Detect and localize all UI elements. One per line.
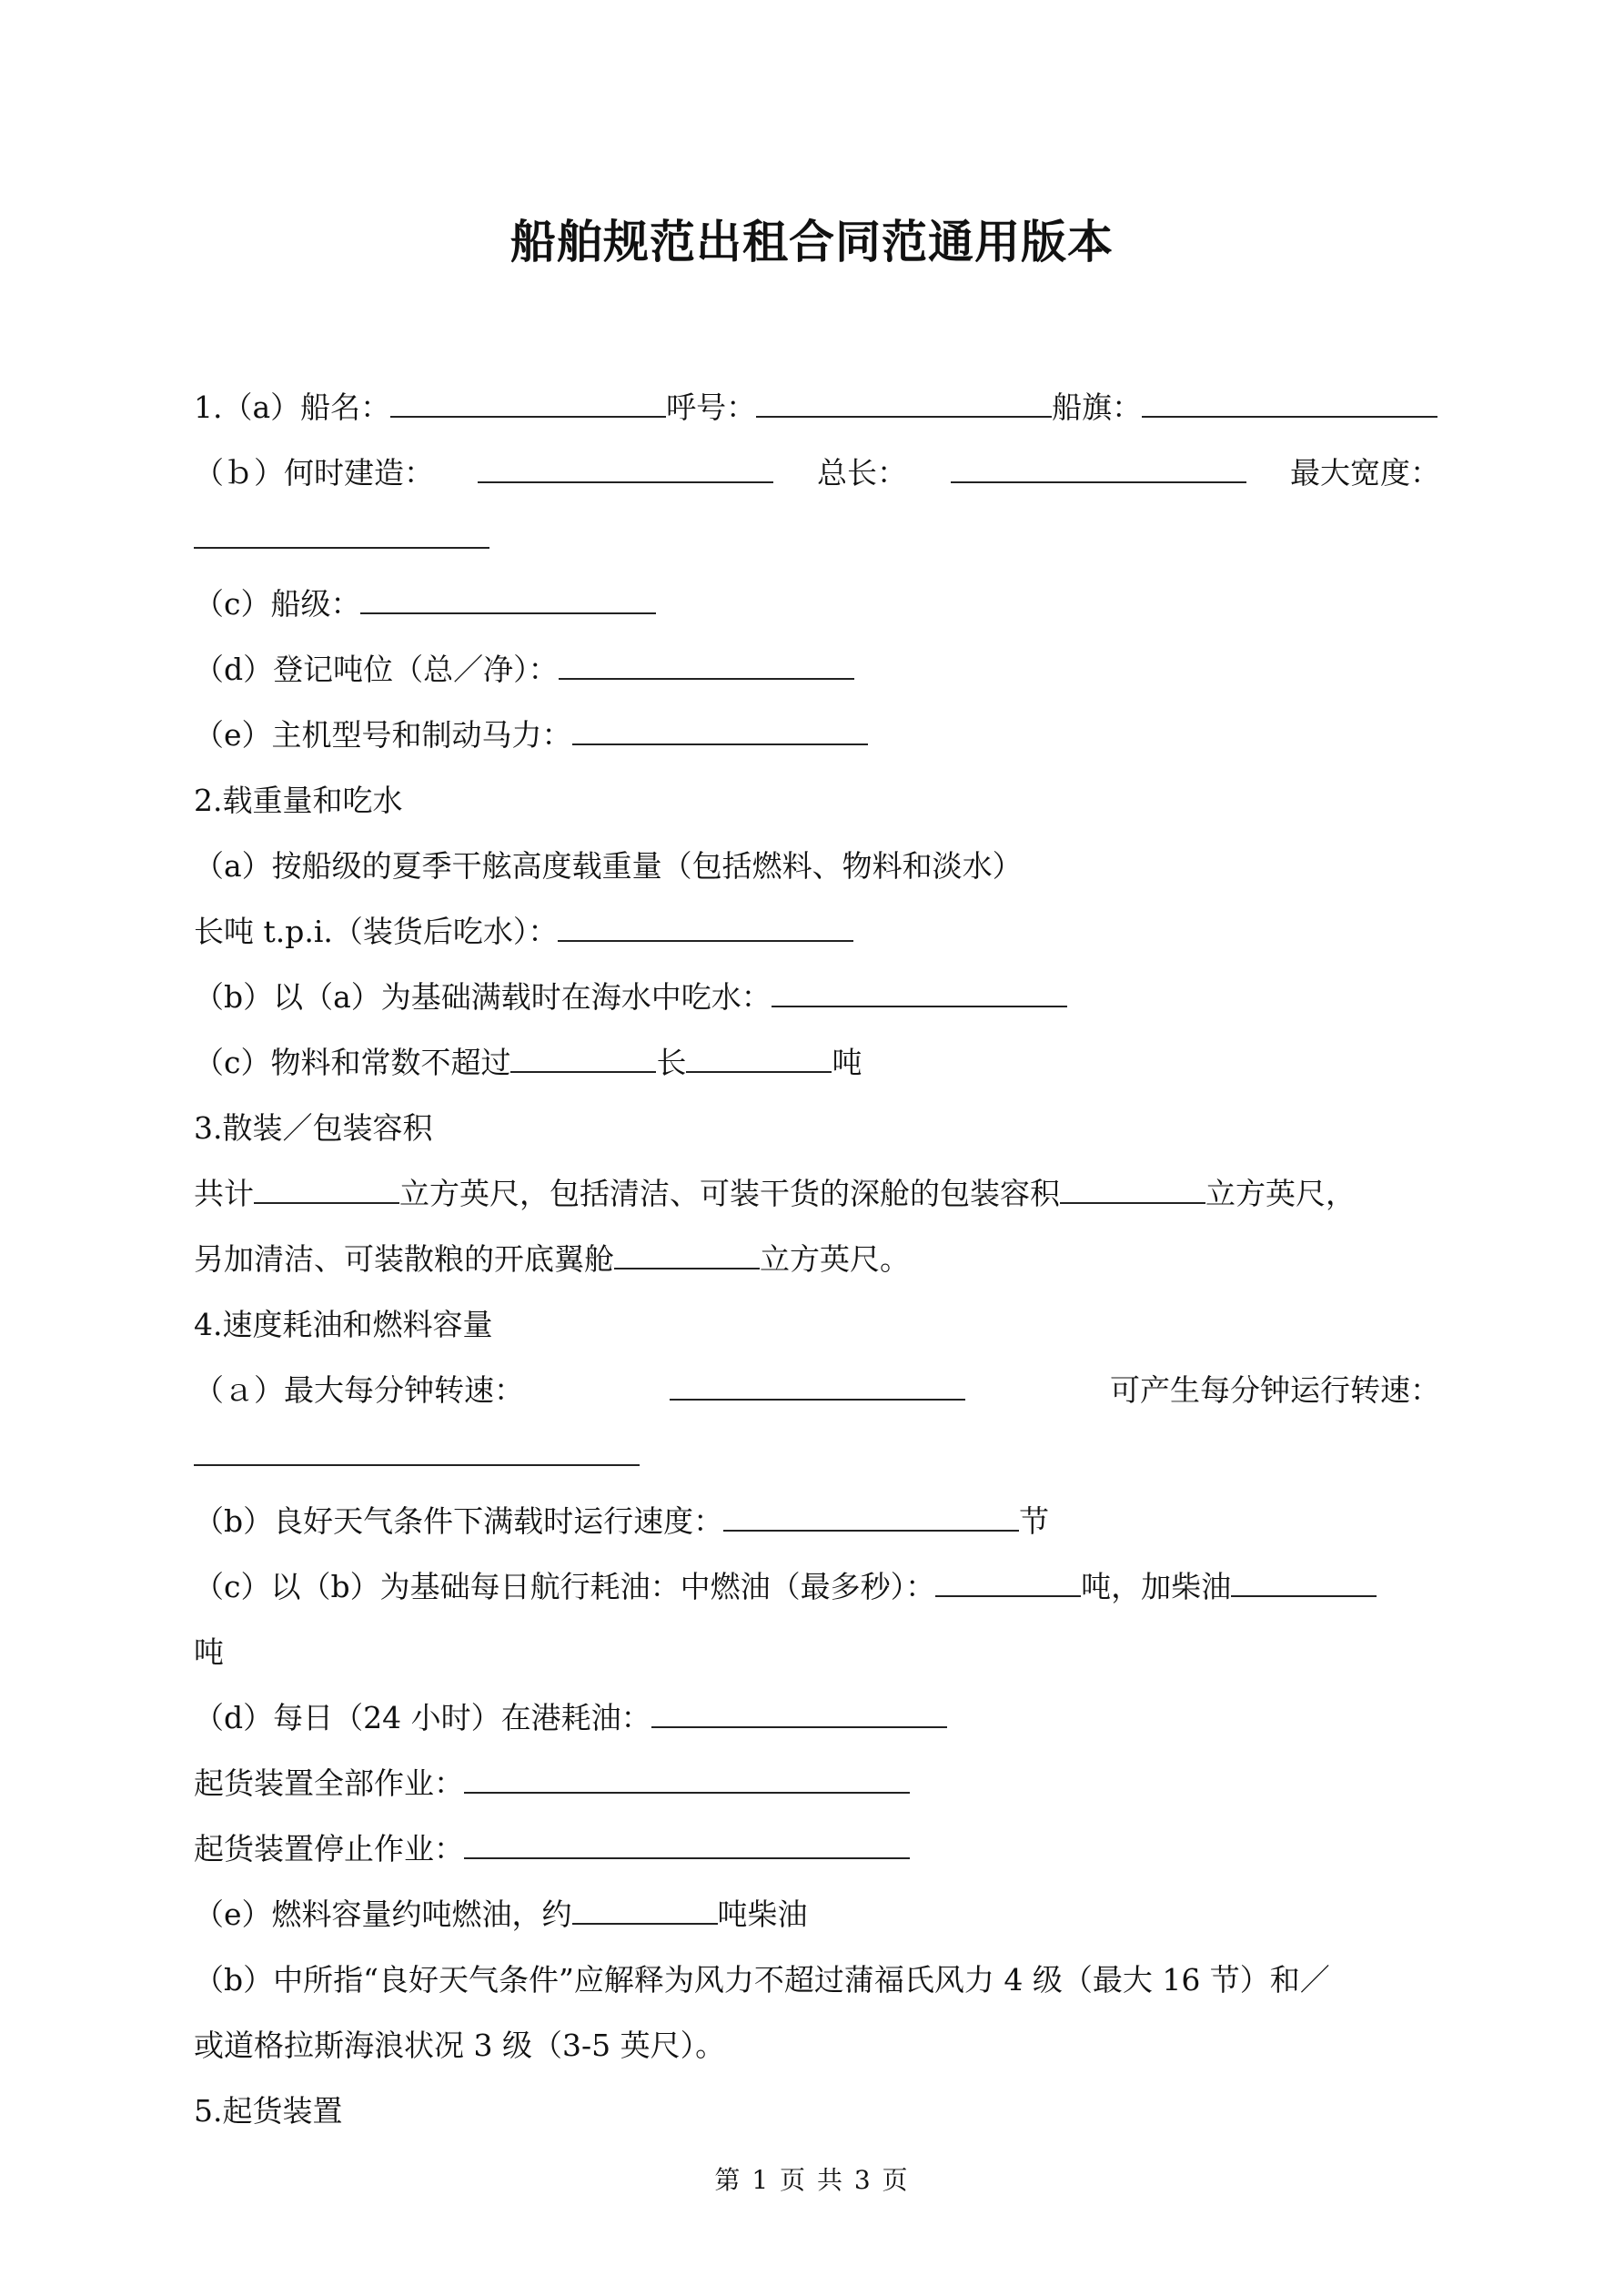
- line-1c: [194, 584, 1440, 624]
- line-4c-cont: [194, 1633, 1440, 1673]
- document-title: 船舶规范出租合同范通用版本: [510, 216, 1114, 268]
- label-stores: （c）物料和常数不超过: [194, 1045, 511, 1080]
- blank-diesel[interactable]: [1231, 1570, 1377, 1597]
- label-cuft-end: 立方英尺。: [760, 1241, 910, 1277]
- blank-tonnage[interactable]: [559, 652, 854, 680]
- line-4d: [194, 1698, 1440, 1738]
- line-1b-cont: [194, 519, 1440, 559]
- label-knots: 节: [1019, 1503, 1050, 1539]
- blank-flag[interactable]: [1142, 390, 1437, 418]
- heading-deadweight: 2.载重量和吃水: [194, 783, 403, 818]
- line-4e: [194, 1895, 1440, 1935]
- blank-build-date[interactable]: [478, 456, 773, 483]
- blank-diesel-capacity[interactable]: [572, 1897, 718, 1925]
- blank-tpi[interactable]: [558, 915, 853, 942]
- label-deep-tank: 立方英尺，包括清洁、可装干货的深舱的包装容积: [399, 1176, 1060, 1211]
- blank-class[interactable]: [360, 587, 656, 614]
- text-weather-note-cont: 或道格拉斯海浪状况 3 级（3-5 英尺）。: [194, 2028, 726, 2063]
- label-tpi: 长吨 t.p.i.（装货后吃水）：: [194, 914, 559, 949]
- blank-ship-name[interactable]: [390, 390, 666, 418]
- line-1e: [194, 715, 1440, 755]
- label-call-sign: 呼号：: [666, 389, 757, 425]
- label-build-date: （ｂ）何时建造：: [194, 455, 434, 491]
- line-2a-cont: [194, 912, 1440, 952]
- line-1b: [194, 453, 1440, 493]
- line-1d: [194, 650, 1440, 690]
- heading-cargo-gear: 5.起货装置: [194, 2093, 343, 2129]
- section-3-heading: [194, 1108, 1440, 1148]
- text-2a: （a）按船级的夏季干舷高度载重量（包括燃料、物料和淡水）: [194, 848, 1023, 884]
- blank-draft[interactable]: [772, 980, 1067, 1007]
- blank-deep-tank-cuft[interactable]: [1060, 1177, 1205, 1204]
- blank-speed[interactable]: [723, 1504, 1019, 1532]
- label-max-beam: 最大宽度：: [1290, 455, 1440, 491]
- blank-total-cuft[interactable]: [254, 1177, 399, 1204]
- line-2a: [194, 846, 1440, 886]
- label-diesel: 吨，加柴油: [1081, 1569, 1232, 1604]
- label-operating-rpm: 可产生每分钟运行转速：: [1110, 1372, 1440, 1408]
- blank-wing-tank-cuft[interactable]: [614, 1242, 760, 1269]
- label-port-consumption: （d）每日（24 小时）在港耗油：: [194, 1700, 651, 1735]
- blank-stores-long[interactable]: [510, 1046, 656, 1073]
- blank-gear-idle[interactable]: [464, 1832, 910, 1859]
- blank-engine[interactable]: [572, 718, 868, 745]
- line-4a: [194, 1371, 1440, 1411]
- label-draft: （b）以（a）为基础满载时在海水中吃水：: [194, 979, 772, 1015]
- section-5-heading: [194, 2091, 1440, 2131]
- blank-length[interactable]: [951, 456, 1246, 483]
- blank-operating-rpm[interactable]: [194, 1439, 640, 1466]
- label-max-rpm: （ａ）最大每分钟转速：: [194, 1372, 524, 1408]
- label-consumption: （c）以（b）为基础每日航行耗油：中燃油（最多秒）：: [194, 1569, 936, 1604]
- blank-max-rpm[interactable]: [670, 1373, 965, 1401]
- label-tons-4c: 吨: [194, 1634, 224, 1670]
- label-tons: 吨: [832, 1045, 862, 1080]
- blank-max-beam[interactable]: [194, 521, 489, 549]
- page-footer: 第 1 页 共 3 页: [714, 2165, 910, 2195]
- label-speed: （b）良好天气条件下满载时运行速度：: [194, 1503, 724, 1539]
- blank-port-consumption[interactable]: [651, 1701, 947, 1728]
- line-2c: [194, 1043, 1440, 1083]
- label-engine: （e）主机型号和制动马力：: [194, 717, 572, 753]
- label-ship-name: 1.（a）船名：: [194, 389, 391, 425]
- line-1a: [194, 388, 1440, 428]
- label-length: 总长：: [817, 455, 907, 491]
- label-fuel-capacity: （e）燃料容量约吨燃油，约: [194, 1896, 572, 1932]
- line-3a: [194, 1174, 1440, 1214]
- line-4b: [194, 1502, 1440, 1542]
- label-gear-working: 起货装置全部作业：: [194, 1765, 464, 1801]
- blank-fuel-oil[interactable]: [935, 1570, 1081, 1597]
- label-cuft: 立方英尺，: [1205, 1176, 1356, 1211]
- line-4d-working: [194, 1764, 1440, 1804]
- section-4-heading: [194, 1305, 1440, 1345]
- label-tonnage: （d）登记吨位（总／净）：: [194, 652, 559, 687]
- label-long: 长: [656, 1045, 687, 1080]
- line-4-note-1: [194, 1960, 1440, 2000]
- section-2-heading: [194, 781, 1440, 821]
- label-diesel-tons: 吨柴油: [717, 1896, 808, 1932]
- label-class: （c）船级：: [194, 586, 361, 622]
- line-4-note-2: [194, 2026, 1440, 2066]
- line-2b: [194, 977, 1440, 1017]
- blank-gear-working[interactable]: [464, 1766, 910, 1794]
- line-4c: [194, 1567, 1440, 1607]
- line-4a-cont: [194, 1436, 1440, 1476]
- label-total: 共计: [194, 1176, 254, 1211]
- heading-capacity: 3.散装／包装容积: [194, 1110, 433, 1146]
- text-weather-note: （b）中所指“良好天气条件”应解释为风力不超过蒲福氏风力 4 级（最大 16 节）和／: [194, 1962, 1330, 1998]
- label-gear-idle: 起货装置停止作业：: [194, 1831, 464, 1866]
- label-wing-tank: 另加清洁、可装散粮的开底翼舱: [194, 1241, 614, 1277]
- blank-call-sign[interactable]: [756, 390, 1052, 418]
- line-3b: [194, 1239, 1440, 1279]
- heading-speed: 4.速度耗油和燃料容量: [194, 1307, 493, 1342]
- blank-stores-tons[interactable]: [686, 1046, 832, 1073]
- label-flag: 船旗：: [1052, 389, 1143, 425]
- line-4d-idle: [194, 1829, 1440, 1869]
